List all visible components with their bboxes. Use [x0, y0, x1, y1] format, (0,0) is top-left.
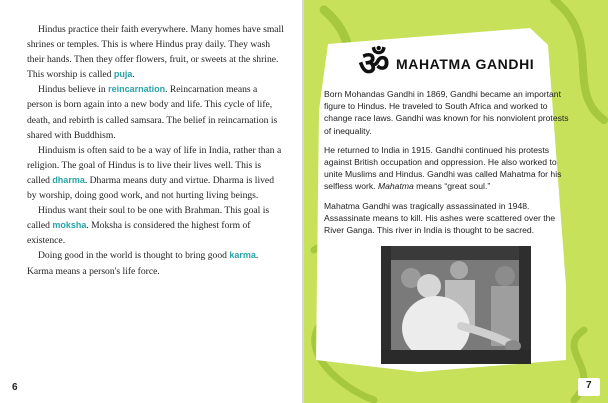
gandhi-photo: [381, 246, 531, 364]
text: . Karma means a person's life force.: [27, 250, 259, 277]
gandhi-head: [417, 274, 441, 298]
photo-window-frame: [381, 246, 531, 260]
paragraph: [27, 22, 285, 82]
card-paragraph: [324, 200, 570, 237]
keyword-dharma: dharma: [52, 174, 85, 185]
keyword-moksha: moksha: [52, 220, 87, 231]
om-symbol: ॐ: [358, 44, 390, 82]
photo-window-frame: [381, 246, 391, 364]
crowd-figure: [495, 266, 515, 286]
card-title: MAHATMA GANDHI: [396, 56, 535, 72]
paragraph: [27, 82, 285, 142]
text: means “great soul.”: [413, 181, 491, 192]
page-number-left: 6: [12, 382, 18, 393]
italic-term: Mahatma: [377, 181, 414, 192]
text: .: [132, 69, 135, 81]
page-number-right: 7: [586, 380, 592, 391]
left-body-text: [27, 22, 285, 279]
left-page: [0, 0, 302, 403]
photo-window-sill: [381, 350, 531, 364]
crowd-figure: [450, 261, 468, 279]
text: Hindus believe in: [38, 84, 109, 96]
text: . Reincarnation means a person is born again into a new body and life. This cycle of life, death, and rebirth is called samsara. The belief in reincarnation is shared with Buddhism.: [27, 84, 278, 141]
text: Hinduism is often said to be a way of life in India, rather than a religion. The goal of Hindus is to live their lives well. This is called: [27, 144, 282, 186]
paragraph: [27, 203, 285, 248]
om-symbol-icon: [354, 42, 394, 82]
paragraph: [27, 248, 285, 278]
card-paragraph: [324, 88, 570, 137]
text: Hindus want their soul to be one with Brahman. This goal is called: [27, 205, 270, 232]
card-body-text: [324, 88, 570, 243]
paragraph: [27, 143, 285, 203]
card-paragraph: [324, 144, 570, 193]
text: Mahatma Gandhi was tragically assassinated in 1948. Assassinate means to kill. His ashes were scattered over the River Ganga. This river in India is thought to be sacred.: [324, 200, 556, 236]
text: Doing good in the world is thought to bring good: [38, 250, 230, 262]
keyword-reincarnation: reincarnation: [108, 84, 166, 95]
keyword-puja: puja: [113, 69, 133, 80]
text: He returned to India in 1915. Gandhi continued his protests against British occupation and oppression. He also worked to unite Muslims and Hindus. Gandhi was called Mahatma for his selfless work.: [324, 144, 562, 192]
text: Hindus practice their faith everywhere. Many homes have small shrines or temples. This is where Hindus pray daily. They wash their hands. Then they offer flowers, fruit, or sweets at the shrine. This worship is called: [27, 24, 284, 81]
text: . Dharma means duty and virtue. Dharma is lived by worship, doing good work, and not hurting living beings.: [27, 174, 274, 202]
keyword-karma: karma: [229, 250, 256, 261]
text: . Moksha is considered the highest form of existence.: [27, 220, 251, 247]
text: Born Mohandas Gandhi in 1869, Gandhi became an important figure to Hindus. He traveled to South Africa and worked to change race laws. Gandhi was known for his nonviolent protests of inequality.: [324, 89, 569, 136]
